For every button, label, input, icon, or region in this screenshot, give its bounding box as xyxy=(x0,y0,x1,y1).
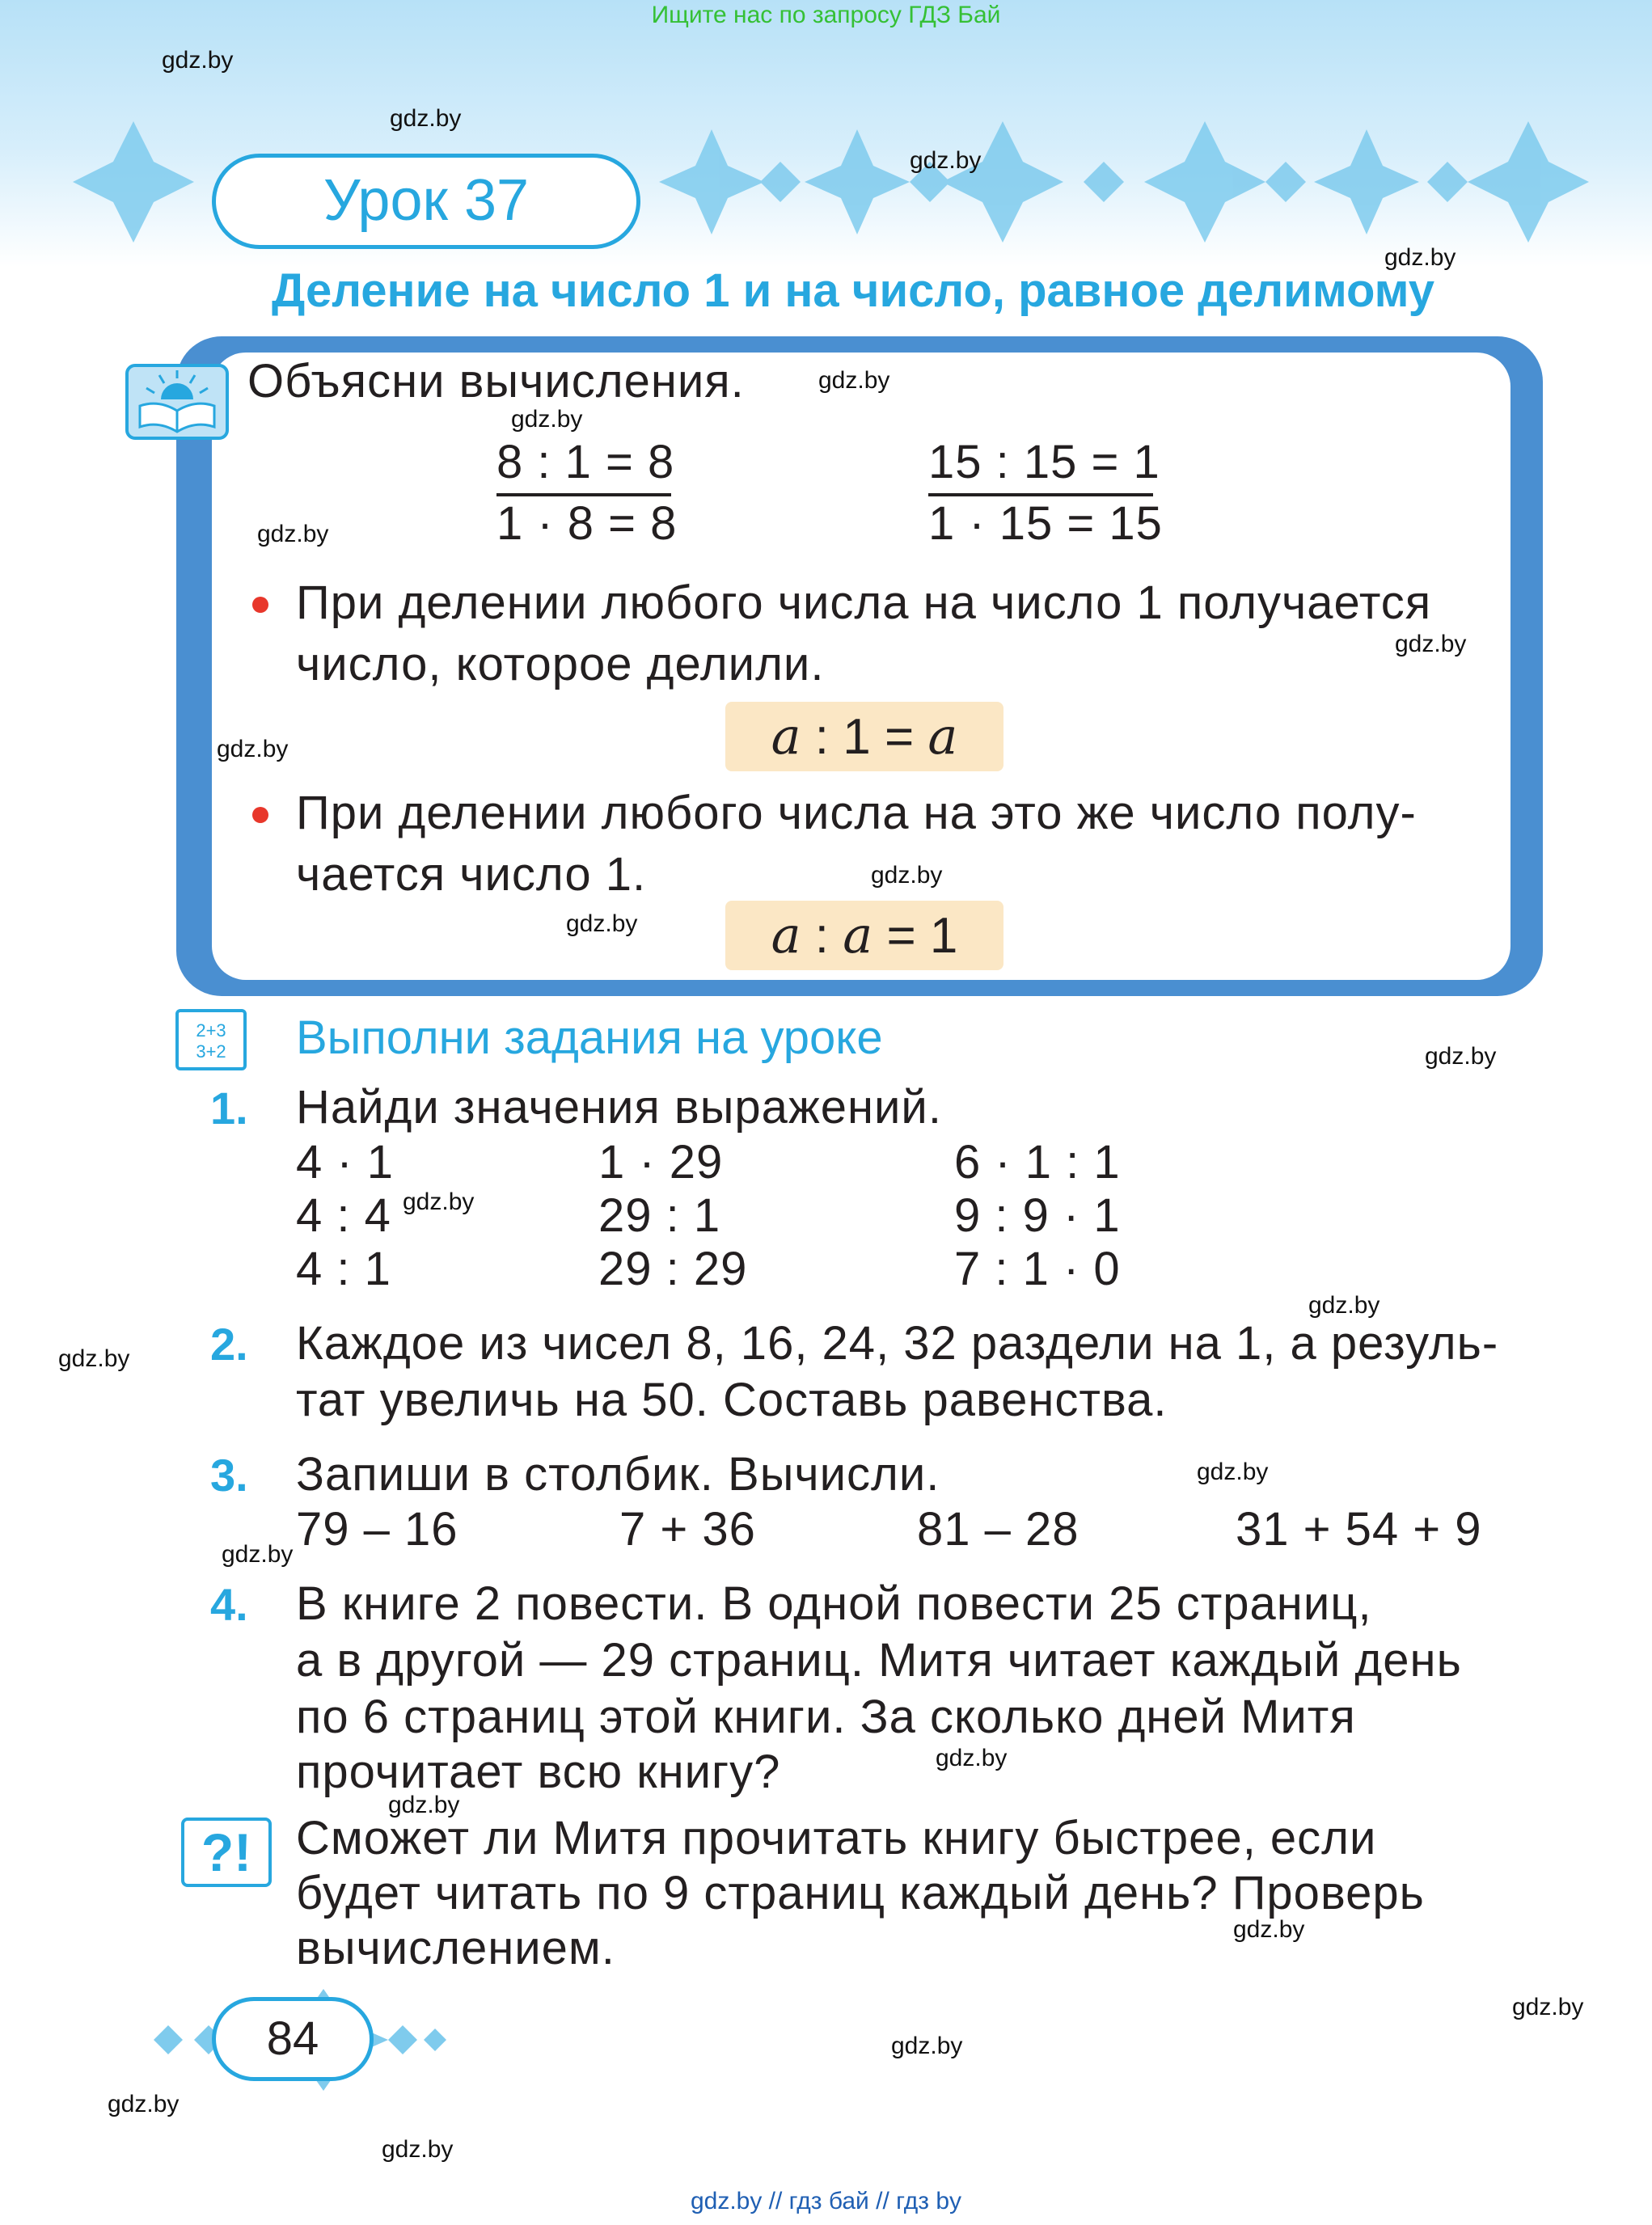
rule1-line2: число, которое делили. xyxy=(296,638,825,690)
task-number: 2. xyxy=(210,1319,248,1370)
variable-a: a xyxy=(927,707,958,766)
watermark: gdz.by xyxy=(108,2091,180,2117)
task-number: 4. xyxy=(210,1579,248,1630)
top-search-hint[interactable]: Ищите нас по запросу ГДЗ Бай xyxy=(651,2,1001,28)
expression: 29 : 1 xyxy=(598,1189,721,1242)
watermark: gdz.by xyxy=(566,910,638,937)
page-title: Деление на число 1 и на число, равное делимому xyxy=(271,264,1435,317)
example-b-division: 15 : 15 = 1 xyxy=(928,436,1160,488)
question-line1: Сможет ли Митя прочитать книгу быстрее, если xyxy=(296,1812,1377,1864)
task2-line1: Каждое из чисел 8, 16, 24, 32 раздели на 1, а резуль- xyxy=(296,1317,1499,1370)
task2-line2: тат увеличь на 50. Составь равенства. xyxy=(296,1374,1168,1426)
formula-operator: : xyxy=(801,908,843,964)
task1-text: Найди значения выражений. xyxy=(296,1081,942,1134)
formula-operator: : 1 = xyxy=(801,709,928,765)
bullet-icon xyxy=(252,807,268,823)
formula-divide-by-one xyxy=(725,702,1003,771)
calculation-board-icon: 2+3 3+2 xyxy=(175,1009,247,1070)
question-line2: будет читать по 9 страниц каждый день? Проверь xyxy=(296,1867,1425,1919)
rule1-line1: При делении любого числа на число 1 получается xyxy=(296,576,1432,629)
expression: 29 : 29 xyxy=(598,1243,748,1295)
watermark: gdz.by xyxy=(382,2136,454,2163)
example-a-division: 8 : 1 = 8 xyxy=(496,436,675,488)
rule2-line2: чается число 1. xyxy=(296,848,647,901)
task4-line1: В книге 2 повести. В одной повести 25 страниц, xyxy=(296,1577,1372,1630)
question-exclamation-icon: ?! xyxy=(181,1818,272,1887)
watermark: gdz.by xyxy=(222,1541,294,1568)
watermark: gdz.by xyxy=(871,862,943,889)
formula-divide-by-self xyxy=(725,901,1003,970)
footer-links[interactable]: gdz.by // гдз бай // гдз by xyxy=(690,2188,962,2214)
task3-text: Запиши в столбик. Вычисли. xyxy=(296,1448,940,1501)
watermark: gdz.by xyxy=(390,105,462,132)
page-number: 84 xyxy=(212,1997,374,2081)
expression: 4 · 1 xyxy=(296,1136,395,1188)
expression: 6 · 1 : 1 xyxy=(954,1136,1121,1188)
watermark: gdz.by xyxy=(217,736,289,762)
watermark: gdz.by xyxy=(257,521,329,547)
watermark: gdz.by xyxy=(910,147,982,174)
expression: 1 · 29 xyxy=(598,1136,724,1188)
watermark: gdz.by xyxy=(1512,1994,1584,2020)
task-number: 1. xyxy=(210,1083,248,1134)
expression: 9 : 9 · 1 xyxy=(954,1189,1121,1242)
watermark: gdz.by xyxy=(1384,244,1456,271)
watermark: gdz.by xyxy=(1425,1043,1497,1070)
task4-line4: прочитает всю книгу? xyxy=(296,1746,781,1798)
watermark: gdz.by xyxy=(162,47,234,74)
bullet-icon xyxy=(252,597,268,613)
expression: 81 – 28 xyxy=(917,1503,1080,1556)
expression: 7 : 1 · 0 xyxy=(954,1243,1121,1295)
watermark: gdz.by xyxy=(936,1745,1008,1771)
variable-a: a xyxy=(843,906,873,965)
rule2-line1: При делении любого числа на это же число полу- xyxy=(296,787,1417,839)
question-line3: вычислением. xyxy=(296,1922,615,1974)
expression: 4 : 4 xyxy=(296,1189,391,1242)
watermark: gdz.by xyxy=(1308,1292,1380,1319)
example-a-multiplication: 1 · 8 = 8 xyxy=(496,497,678,550)
formula-operator: = 1 xyxy=(872,908,958,964)
expression: 31 + 54 + 9 xyxy=(1236,1503,1482,1556)
watermark: gdz.by xyxy=(1233,1916,1305,1943)
task-number: 3. xyxy=(210,1450,248,1501)
task4-line3: по 6 страниц этой книги. За сколько дней Митя xyxy=(296,1691,1356,1743)
task4-line2: а в другой — 29 страниц. Митя читает каждый день xyxy=(296,1634,1462,1687)
watermark: gdz.by xyxy=(1395,631,1467,657)
watermark: gdz.by xyxy=(1197,1459,1269,1485)
watermark: gdz.by xyxy=(511,406,583,433)
variable-a: a xyxy=(771,707,801,766)
watermark: gdz.by xyxy=(403,1188,475,1215)
explain-title: Объясни вычисления. xyxy=(247,355,745,407)
expression: 7 + 36 xyxy=(619,1503,756,1556)
watermark: gdz.by xyxy=(58,1345,130,1372)
open-book-icon xyxy=(125,364,229,440)
watermark: gdz.by xyxy=(388,1792,460,1818)
watermark: gdz.by xyxy=(818,367,890,394)
variable-a: a xyxy=(771,906,801,965)
expression: 4 : 1 xyxy=(296,1243,391,1295)
watermark: gdz.by xyxy=(891,2033,963,2059)
lesson-number: Урок 37 xyxy=(212,154,640,249)
example-b-multiplication: 1 · 15 = 15 xyxy=(928,497,1163,550)
expression: 79 – 16 xyxy=(296,1503,458,1556)
section-title: Выполни задания на уроке xyxy=(296,1011,883,1064)
